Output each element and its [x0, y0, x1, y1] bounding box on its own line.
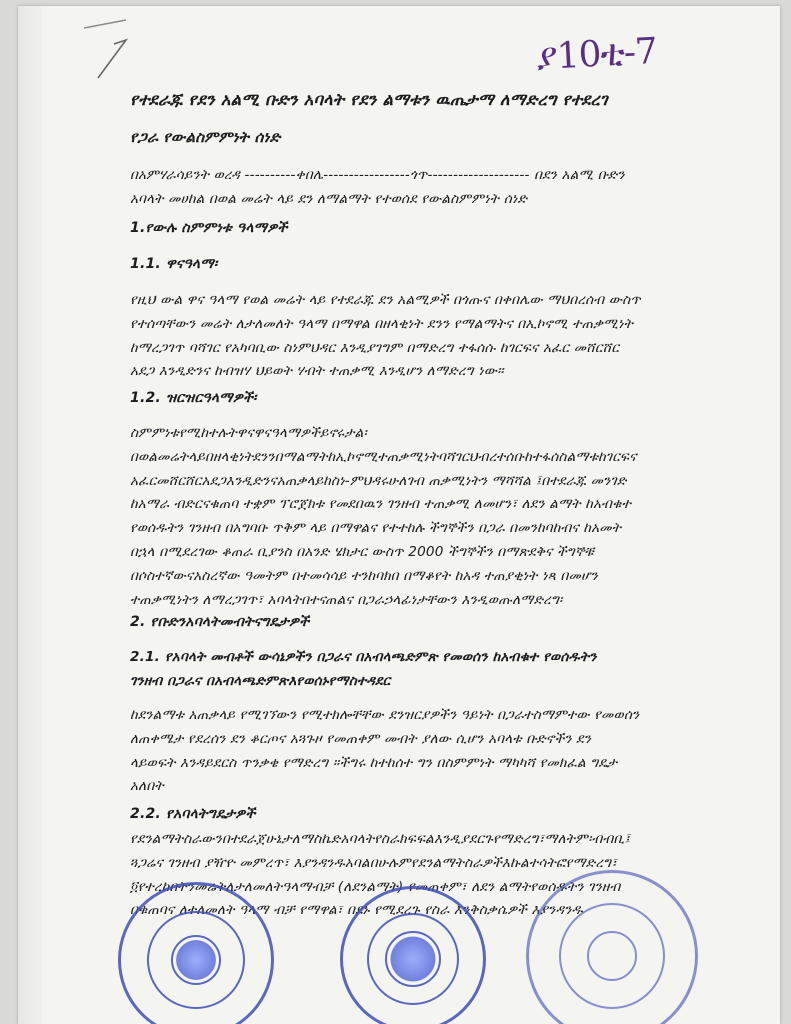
section-1-1-heading: 1.1. ዋናዓላማ፡: [130, 256, 218, 272]
section-2-1-paragraph: [130, 704, 730, 799]
document-title: የተደራጁ የደን አልሚ ቡድን አባላት የደን ልማቱን ዉጤታማ ለማድረግ የተደረገ: [130, 90, 608, 109]
section-1-heading: 1.የውሉ ስምምነቱ ዓላማዎች: [130, 220, 288, 236]
section-1-2-paragraph: [130, 422, 730, 612]
paragraph-line: በቁጠባና ለተለመለት ዓላማ ብቻ የማዋል፣ በደኑ የሚደረጉ የስራ እንቅስቃሴዎች እያንዳንዱ: [130, 902, 583, 919]
document-subtitle: የጋራ የውልስምምነት ሰነድ: [130, 128, 281, 146]
stamp-left: [118, 882, 274, 1024]
paragraph-line: ከአማራ ብድርናቁጠባ ተቋም ፕሮጀክቱ የመደበዉን ገንዘብ ተጠቃሚ ለመሆን፣ ለደን ልማት ከአብቁተ: [130, 496, 631, 513]
paragraph-line: የዚህ ውል ዋና ዓላማ የወል መሬት ላይ የተደራጁ ደን አልሚዎች በጎጡና በቀበሌው ማህበረሰብ ውስጥ: [130, 292, 641, 308]
document-page: [18, 6, 780, 1024]
page-fold-shadow: [18, 6, 42, 1024]
paragraph-line: የደንልማትስራውንበተደራጀሁኔታለማስኬድአባላትየስራክፍፍልእንዲያደርጉየማድረግ፣ማለትም፡ብብቢ፤: [130, 831, 631, 847]
paragraph-line: ከደንልማቱ አጠቃላይ የሚገኘውን የሚተክሎቸቸው ደንዝርያዎችን ዓይነት በጋራተስማምተው የመወሰን: [130, 707, 640, 723]
paragraph-line: የተሰጣቸውን መሬት ለታለመለት ዓላማ በማዋል በዘላቂነት ደንን የማልማትና በኢኮኖሚ ተጠቃሚነት: [130, 315, 633, 332]
paragraph-line: አፈርመሸርሸርአደጋእንዲድንናአጠቃላይከስነ-ምህዳሩሁለገብ ጠቃሚነትን ማሻሻል ፤በተደራጁ መንገድ: [130, 472, 627, 489]
paragraph-line: ለጠቀሜታ የደረሰን ደን ቆርጦና አጓጉዞ የመጠቀም መብት ያለው ሲሆን አባላቱ ቡድኖችን ደን: [130, 730, 592, 747]
paragraph-line: ጓጋሬና ገንዘብ ያዥዮ መምረጥ፣ እያንዳንዱአባልበሁሉምየደንልማትስራዎችእኩልተሳትፎየማድረግ፣: [130, 854, 617, 871]
intro-line: አባላት መሀከል በወል መሬት ላይ ደን ለማልማት የተወሰደ የውልስምምነት ሰነድ: [130, 190, 528, 207]
heading-line: ገንዘብ በጋራና በአብላጫድምጽእየወሰኑየማስተዳደር: [130, 672, 391, 689]
paragraph-line: ከማረጋገጥ ባሻገር የአካባቢው ስነምህዳር እንዲያገግም በማድረግ ተፋሰሱ ከገርፍና አፈር መሸርሸር: [130, 339, 620, 356]
emblem-icon: [587, 931, 637, 981]
heading-line: 2.1. የአባላት መብቶች ውሳኔዎችን በጋራና በአብላጫድምጽ የመወሰን ከአብቁተ የወሰዱትን: [130, 649, 597, 665]
intro-paragraph: [130, 164, 730, 212]
paragraph-line: በኋላ በሚደረገው ቆጠራ ቢያንስ በአንድ ሄክታር ውስጥ 2000 ችግኞችን በማጽደቅና ችግኞቹ: [130, 543, 595, 560]
section-1-2-heading: 1.2. ዝርዝርዓላማዎች፡: [130, 390, 257, 406]
section-2-1-heading: [130, 646, 730, 694]
intro-line: በአምሃራሳይንት ወረዳ ----------ቀበሌ-----------------ጎጥ-------------------- በደን አልሚ ቡድን: [130, 167, 625, 183]
paragraph-line: አደጋ እንዲድንና ከብዝሃ ህይወት ሃብት ተጠቃሚ እንዲሆን ለማድረግ ነው።: [130, 363, 504, 380]
section-1-1-paragraph: [130, 289, 730, 384]
paragraph-line: ላይወፍት እንዳይደርስ ጥንቃቄ የማድረግ ።ችግሩ ከተከሰተ ግን በስምምነት ማካካሻ የመክፈል ግዴታ: [130, 754, 618, 771]
handwritten-reference: ያ10ቲ-7: [534, 30, 658, 79]
paragraph-line: ፬የተረከበትንመሬትለታለመለትዓላማብቻ (ለደንልማት) የመጠቀም፣ ለደን ልማትየወሰዱትን ገንዘብ: [130, 878, 621, 895]
emblem-icon: [385, 931, 441, 987]
emblem-icon: [171, 935, 221, 985]
paragraph-line: በወልመሬትላይበዘላቂነትደንንበማልማትከኢኮኖሚተጠቃሚነትባሻገርህብረተሰቡከተፋሰስልማቱከገርፍና: [130, 448, 637, 465]
paragraph-line: አለበት: [130, 778, 164, 795]
paragraph-line: ስምምነቱየሚከተሉትዋናዋናዓላማዎችይኖሩታል፡: [130, 425, 367, 441]
paragraph-line: በሶስተኛውናአስረኛው ዓመትም በተመሳሳይ ተንከባክበ በማቆየት ከአዳ ተጠያቂነት ነጻ በመሆን: [130, 567, 598, 584]
stamp-middle: [340, 886, 486, 1024]
paragraph-line: ተጠቃሚነትን ለማረጋገጥ፣ አባላትበተናጠልና በጋራኃላፊነታቸውን እንዲወጡለማድረግ፡: [130, 591, 563, 608]
section-2-heading: 2. የቡድንአባላትመብትናግዴታዎች: [130, 614, 310, 630]
pencil-mark-icon: [80, 18, 132, 82]
section-2-2-heading: 2.2. የአባላትግዴታዎች: [130, 806, 256, 822]
paragraph-line: የወሰዱትን ገንዘብ በአግባቡ ጥቅም ላይ በማዋልና የተተከሉ ችግኞችን በጋራ በመንከባከብና ከአመት: [130, 520, 622, 537]
